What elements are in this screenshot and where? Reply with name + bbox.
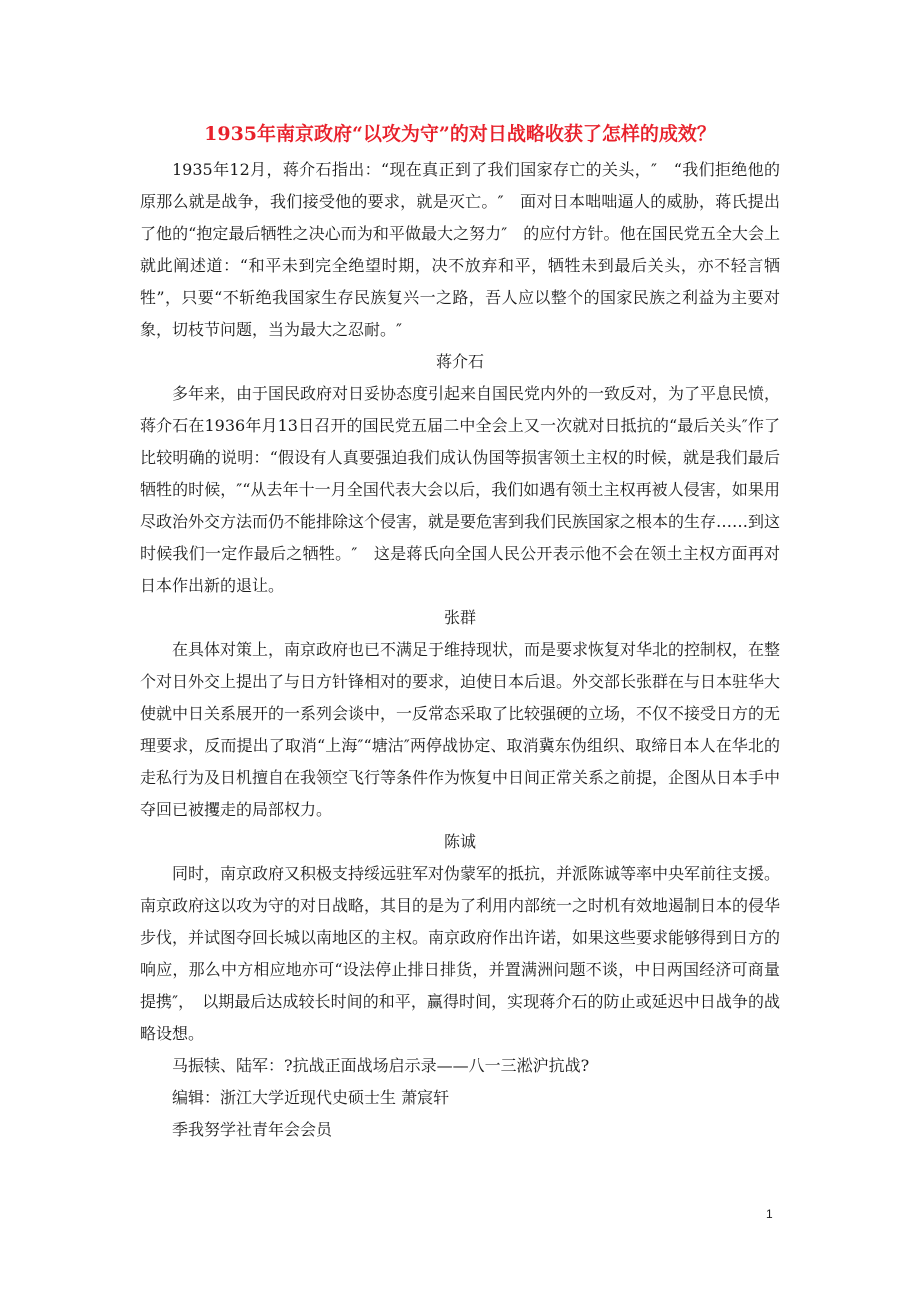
paragraph-3: 在具体对策上，南京政府也已不满足于维持现状，而是要求恢复对华北的控制权，在整个对日外交上提出了与日方针锋相对的要求，迫使日本后退。外交部长张群在与日本驻华大使就中日关系展开的一系列会谈中，一反常态采取了比较强硬的立场，不仅不接受日方的无理要求，反而提出了取消“上海″“塘沽″两停战协定、取消冀东伪组织、取缔日本人在华北的走私行为及日机擅自在我领空飞行等条件作为恢复中日间正常关系之前提，企图从日本手中夺回已被攫走的局部权力。 (140, 640, 781, 819)
paragraph-1: 1935年12月，蒋介石指出：“现在真正到了我们国家存亡的关头，″ “我们拒绝他的原那么就是战争，我们接受他的要求，就是灭亡。″ 面对日本咄咄逼人的威胁，蒋氏提出了他的“抱定最后牺牲之决心而为和平做最大之努力″ 的应付方针。他在国民党五全大会上就此阐述道：“和平未到完全绝望时期，决不放弃和平，牺牲未到最后关头，亦不轻言牺牲”，只要“不斩绝我国家生存民族复兴一之路，吾人应以整个的国家民族之利益为主要对象，切枝节问题，当为最大之忍耐。″ (140, 160, 780, 339)
page-number: 1 (766, 1207, 773, 1221)
source-citation: 马振犊、陆军：?抗战正面战场启示录——八一三淞沪抗战? (172, 1056, 590, 1075)
editor-line: 编辑：浙江大学近现代史硕士生 萧宸轩 (172, 1088, 450, 1107)
paragraph-4: 同时，南京政府又积极支持绥远驻军对伪蒙军的抵抗，并派陈诚等率中央军前往支援。南京政府这以攻为守的对日战略，其目的是为了利用内部统一之时机有效地遏制日本的侵华步伐，并试图夺回长城以南地区的主权。南京政府作出许诺，如果这些要求能够得到日方的响应，那么中方相应地亦可“设法停止排日排货，并置满洲问题不谈，中日两国经济可商量提携″， 以期最后达成较长时间的和平，赢得时间，实现蒋介石的防止或延迟中日战争的战略设想。 (140, 864, 781, 1043)
paragraph-2: 多年来，由于国民政府对日妥协态度引起来自国民党内外的一致反对，为了平息民愤，蒋介石在1936年月13日召开的国民党五届二中全会上又一次就对日抵抗的“最后关头″作了比较明确的说明：“假设有人真要强迫我们成认伪国等损害领土主权的时候，就是我们最后牺牲的时候，″“从去年十一月全国代表大会以后，我们如遇有领土主权再被人侵害，如果用尽政治外交方法而仍不能排除这个侵害，就是要危害到我们民族国家之根本的生存……到这时候我们一定作最后之牺牲。″ 这是蒋氏向全国人民公开表示他不会在领土主权方面再对日本作出新的退让。 (140, 384, 781, 595)
organization-line: 季我努学社青年会会员 (172, 1120, 333, 1139)
caption-zhang-qun: 张群 (443, 608, 476, 627)
caption-chiang-kai-shek: 蒋介石 (435, 352, 484, 371)
caption-chen-cheng: 陈诚 (443, 832, 476, 851)
article-body (140, 154, 780, 1146)
article-title: 1935年南京政府“以攻为守”的对日战略收获了怎样的成效？ (204, 123, 716, 145)
